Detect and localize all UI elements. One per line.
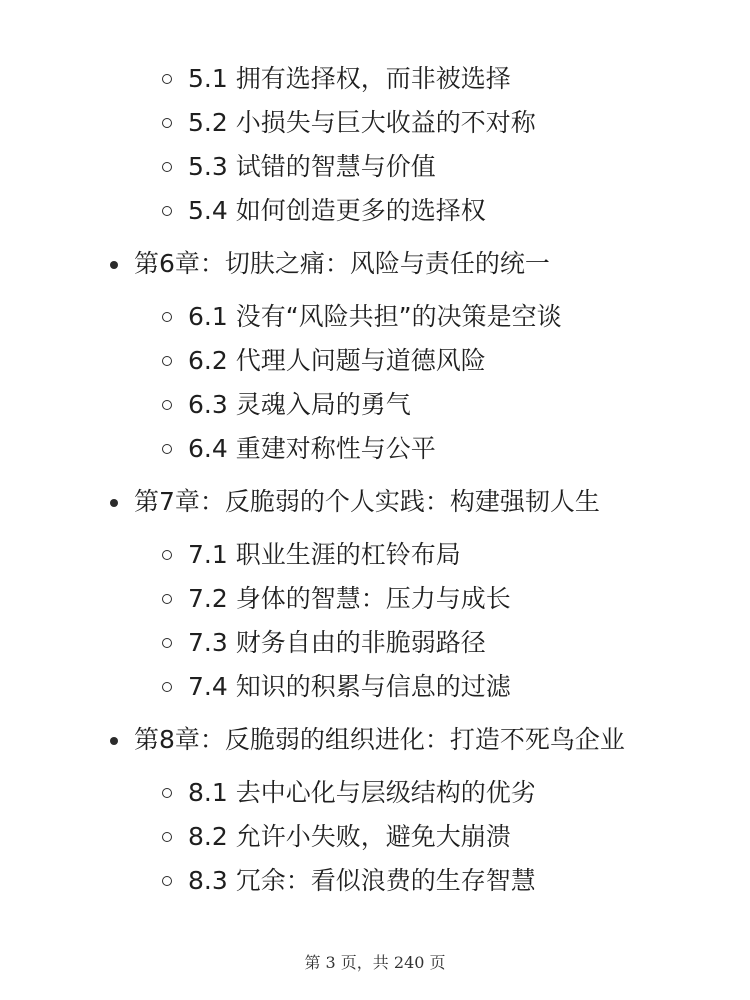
chapter-item (0, 57, 750, 233)
section-title: 8.1 去中心化与层级结构的优劣 (188, 778, 536, 807)
section-list (0, 771, 750, 903)
filled-bullet-icon (110, 737, 118, 745)
section-title: 8.2 允许小失败，避免大崩溃 (188, 822, 511, 851)
hollow-bullet-icon (162, 550, 172, 560)
section-item (0, 145, 750, 189)
hollow-bullet-icon (162, 74, 172, 84)
section-item (0, 533, 750, 577)
hollow-bullet-icon (162, 162, 172, 172)
chapter-title: 第7章：反脆弱的个人实践：构建强韧人生 (134, 487, 600, 516)
section-title: 7.1 职业生涯的杠铃布局 (188, 540, 461, 569)
section-item (0, 859, 750, 903)
section-list (0, 295, 750, 471)
section-title: 6.2 代理人问题与道德风险 (188, 346, 486, 375)
chapter-item (0, 717, 750, 903)
section-item (0, 57, 750, 101)
hollow-bullet-icon (162, 788, 172, 798)
section-item (0, 427, 750, 471)
hollow-bullet-icon (162, 832, 172, 842)
filled-bullet-icon (110, 499, 118, 507)
section-item (0, 771, 750, 815)
hollow-bullet-icon (162, 312, 172, 322)
section-title: 6.1 没有“风险共担”的决策是空谈 (188, 302, 562, 331)
hollow-bullet-icon (162, 876, 172, 886)
section-item (0, 665, 750, 709)
hollow-bullet-icon (162, 638, 172, 648)
hollow-bullet-icon (162, 118, 172, 128)
chapter-item (0, 479, 750, 709)
table-of-contents (0, 49, 750, 903)
section-title: 5.1 拥有选择权，而非被选择 (188, 64, 511, 93)
section-item (0, 577, 750, 621)
section-list (0, 57, 750, 233)
hollow-bullet-icon (162, 444, 172, 454)
page-number-footer: 第 3 页，共 240 页 (304, 953, 446, 972)
chapter-heading (0, 717, 750, 763)
hollow-bullet-icon (162, 356, 172, 366)
hollow-bullet-icon (162, 682, 172, 692)
chapter-heading (0, 479, 750, 525)
section-title: 7.2 身体的智慧：压力与成长 (188, 584, 511, 613)
section-item (0, 621, 750, 665)
section-title: 6.4 重建对称性与公平 (188, 434, 436, 463)
chapter-item (0, 241, 750, 471)
section-title: 5.3 试错的智慧与价值 (188, 152, 436, 181)
section-title: 6.3 灵魂入局的勇气 (188, 390, 411, 419)
chapter-title: 第6章：切肤之痛：风险与责任的统一 (134, 249, 550, 278)
section-item (0, 189, 750, 233)
section-title: 7.3 财务自由的非脆弱路径 (188, 628, 486, 657)
hollow-bullet-icon (162, 206, 172, 216)
section-title: 8.3 冗余：看似浪费的生存智慧 (188, 866, 536, 895)
section-list (0, 533, 750, 709)
hollow-bullet-icon (162, 594, 172, 604)
chapter-title: 第8章：反脆弱的组织进化：打造不死鸟企业 (134, 725, 625, 754)
section-title: 7.4 知识的积累与信息的过滤 (188, 672, 511, 701)
section-item (0, 101, 750, 145)
section-title: 5.4 如何创造更多的选择权 (188, 196, 486, 225)
section-title: 5.2 小损失与巨大收益的不对称 (188, 108, 536, 137)
section-item (0, 295, 750, 339)
section-item (0, 383, 750, 427)
section-item (0, 815, 750, 859)
filled-bullet-icon (110, 261, 118, 269)
hollow-bullet-icon (162, 400, 172, 410)
section-item (0, 339, 750, 383)
chapter-heading (0, 241, 750, 287)
